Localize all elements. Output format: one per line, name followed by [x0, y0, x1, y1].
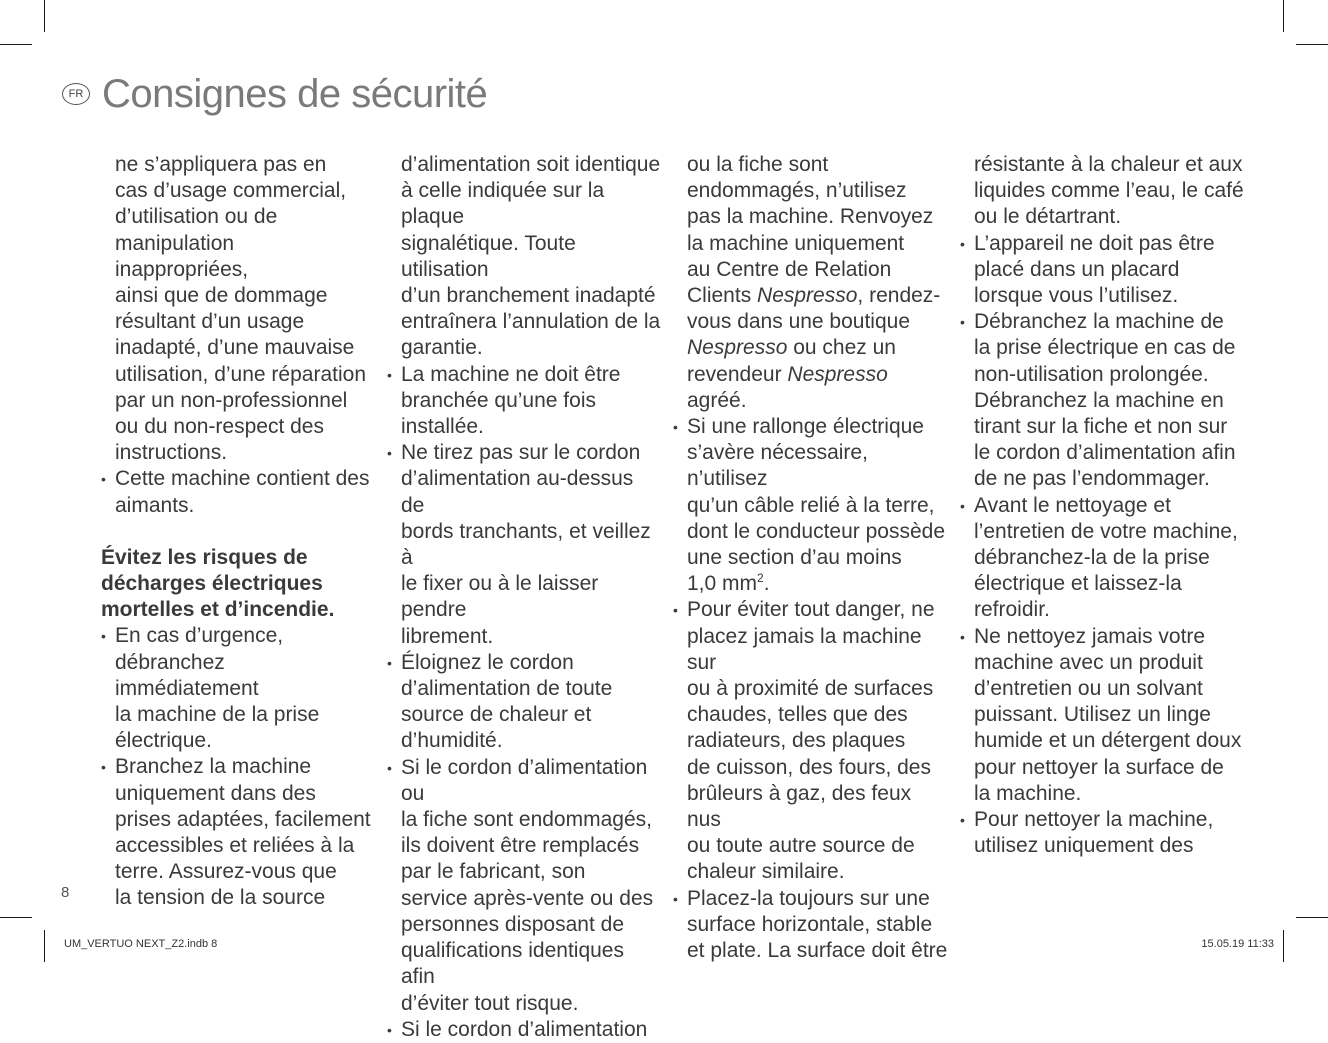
text-line: utilisez uniquement des: [974, 834, 1194, 858]
text-line: • Placez-la toujours sur une: [687, 886, 930, 910]
text-fragment: , rendez-: [857, 284, 941, 308]
language-badge: FR: [62, 83, 90, 105]
text-line: la machine.: [974, 781, 1082, 805]
section-heading: [101, 545, 371, 624]
continued-paragraph: [960, 152, 1245, 231]
text-line: [687, 335, 948, 361]
brand-name: Nespresso: [787, 362, 888, 386]
text-line: de cuisson, des fours, des: [687, 755, 931, 779]
text-line: la machine uniquement: [687, 231, 905, 255]
text-line: et plate. La surface doit être: [687, 939, 948, 963]
continued-paragraph: [673, 152, 948, 414]
text-line: librement.: [401, 624, 494, 648]
page-title: Consignes de sécurité: [102, 72, 488, 116]
text-line: résistante à la chaleur et aux: [974, 153, 1243, 176]
text-line: • Ne nettoyez jamais votre: [974, 624, 1206, 648]
text-line: tirant sur la fiche et non sur: [974, 415, 1228, 439]
text-line: terre. Assurez-vous que: [115, 860, 337, 884]
text-line: qu’un câble relié à la terre,: [687, 493, 935, 517]
text-line: humide et un détergent doux: [974, 729, 1242, 753]
text-line: • Si une rallonge électrique: [687, 415, 924, 439]
page-number: 8: [61, 884, 70, 901]
text-line: radiateurs, des plaques: [687, 729, 906, 753]
file-slug: UM_VERTUO NEXT_Z2.indb 8: [64, 938, 218, 950]
text-line: pas la machine. Renvoyez: [687, 205, 934, 229]
text-fragment: agréé.: [687, 388, 747, 412]
text-line: instructions.: [115, 441, 228, 465]
bullet-item: [387, 755, 662, 1017]
text-line: Débranchez la machine en: [974, 388, 1224, 412]
text-line: d’alimentation de toute: [401, 677, 613, 701]
text-line: refroidir.: [974, 598, 1050, 622]
text-line: qualifications identiques afin: [401, 939, 624, 989]
text-line: endommagés, n’utilisez: [687, 179, 907, 203]
text-line: ainsi que de dommage: [115, 284, 328, 308]
text-line: entraînera l’annulation de la: [401, 310, 661, 334]
bullet-item: [960, 624, 1245, 807]
brand-name: Nespresso: [687, 336, 788, 360]
text-line: branchée qu’une fois: [401, 388, 596, 412]
crop-mark: [1296, 917, 1328, 918]
text-line: l’entretien de votre machine,: [974, 519, 1238, 543]
text-line: d’un branchement inadapté: [401, 284, 656, 308]
text-line: ou à proximité de surfaces: [687, 677, 934, 701]
text-line: • La machine ne doit être: [401, 362, 621, 386]
bullet-item: [960, 309, 1245, 492]
text-line: surface horizontale, stable: [687, 912, 933, 936]
text-line: au Centre de Relation: [687, 257, 892, 281]
text-line: • En cas d’urgence,: [115, 624, 284, 648]
text-line: signalétique. Toute utilisation: [401, 231, 576, 281]
text-line: la prise électrique en cas de: [974, 336, 1236, 360]
text-line: bords tranchants, et veillez à: [401, 519, 651, 570]
brand-name: Nespresso: [757, 284, 858, 308]
text-line: chaleur similaire.: [687, 860, 845, 884]
crop-mark: [0, 44, 32, 45]
text-line: la tension de la source: [115, 886, 326, 910]
text-line: d’utilisation ou de: [115, 205, 278, 229]
continued-paragraph: [101, 152, 371, 466]
text-line: d’humidité.: [401, 729, 503, 753]
text-fragment: .: [763, 572, 770, 596]
text-line: d’entretien ou un solvant: [974, 677, 1203, 701]
text-line: manipulation inappropriées,: [115, 231, 249, 281]
text-line: puissant. Utilisez un linge: [974, 703, 1211, 727]
text-line: [687, 283, 948, 309]
text-line: ils doivent être remplacés: [401, 834, 640, 858]
print-timestamp: 15.05.19 11:33: [1201, 938, 1274, 950]
text-line: aimants.: [115, 493, 195, 517]
text-line: dont le conducteur possède: [687, 519, 946, 543]
text-line: débranchez immédiatement: [115, 650, 259, 700]
text-line: • Avant le nettoyage et: [974, 493, 1171, 517]
bullet-item: [673, 886, 948, 965]
text-line: une section d’au moins: [687, 546, 902, 570]
text-line: la fiche sont endommagés,: [401, 808, 652, 832]
text-column-3: [673, 152, 948, 964]
text-line: • Ne tirez pas sur le cordon: [401, 441, 641, 465]
text-line: • L’appareil ne doit pas être: [974, 231, 1215, 255]
crop-mark: [1283, 0, 1284, 32]
text-line: brûleurs à gaz, des feux nus: [687, 781, 912, 832]
bullet-item: [387, 440, 662, 650]
text-line: la machine de la prise: [115, 703, 320, 727]
text-line: [687, 362, 948, 414]
bullet-item: [673, 597, 948, 885]
crop-mark: [0, 917, 32, 918]
text-line: le cordon d’alimentation afin: [974, 441, 1236, 465]
text-column-2: [387, 152, 662, 1043]
bullet-item: [101, 623, 371, 754]
text-line: chaudes, telles que des: [687, 703, 908, 727]
crop-mark: [44, 0, 45, 32]
text-line: uniquement dans des: [115, 781, 316, 805]
heading-line: mortelles et d’incendie.: [101, 598, 335, 622]
bullet-item: [387, 362, 662, 441]
text-line: placé dans un placard: [974, 257, 1180, 281]
text-line: • Si le cordon d’alimentation: [401, 1017, 648, 1041]
text-line: installée.: [401, 415, 484, 439]
heading-line: Évitez les risques de: [101, 545, 308, 569]
text-line: ou la fiche sont: [687, 153, 829, 176]
text-line: non-utilisation prolongée.: [974, 362, 1209, 386]
text-column-4: [960, 152, 1245, 859]
text-line: ou du non-respect des: [115, 415, 324, 439]
text-column-1: [101, 152, 371, 912]
bullet-item: [673, 414, 948, 597]
bullet-item: [387, 1017, 662, 1043]
bullet-item: [101, 466, 371, 518]
text-line: inadapté, d’une mauvaise: [115, 336, 355, 360]
bullet-item: [387, 650, 662, 755]
crop-mark: [1296, 44, 1328, 45]
crop-mark: [1283, 930, 1284, 962]
text-line: garantie.: [401, 336, 483, 360]
heading-line: décharges électriques: [101, 572, 323, 596]
text-line: d’alimentation soit identique: [401, 153, 661, 176]
bullet-item: [960, 493, 1245, 624]
text-line: ou le détartrant.: [974, 205, 1122, 229]
text-line: pour nettoyer la surface de: [974, 755, 1224, 779]
text-line: source de chaleur et: [401, 703, 592, 727]
text-line: ou toute autre source de: [687, 834, 915, 858]
text-line: par un non-professionnel: [115, 388, 348, 412]
text-line: par le fabricant, son: [401, 860, 586, 884]
text-line: • Branchez la machine: [115, 755, 312, 779]
text-line: ne s’appliquera pas en: [115, 153, 327, 176]
bullet-item: [960, 231, 1245, 310]
crop-mark: [44, 930, 45, 962]
text-line: • Éloignez le cordon: [401, 650, 574, 674]
continued-paragraph: [387, 152, 662, 362]
bullet-item: [101, 754, 371, 911]
text-line: à celle indiquée sur la plaque: [401, 179, 605, 229]
text-line: s’avère nécessaire, n’utilisez: [687, 441, 868, 491]
text-line: de ne pas l’endommager.: [974, 467, 1210, 491]
text-line: • Si le cordon d’alimentation ou: [401, 755, 648, 805]
text-line: d’alimentation au-dessus de: [401, 467, 634, 517]
text-line: utilisation, d’une réparation: [115, 362, 366, 386]
text-line: lorsque vous l’utilisez.: [974, 284, 1179, 308]
text-line: accessibles et reliées à la: [115, 834, 355, 858]
text-line: • Cette machine contient des: [115, 467, 370, 491]
unit-exponent: 2: [757, 571, 764, 586]
text-fragment: Clients: [687, 284, 758, 308]
text-line: [687, 571, 948, 597]
text-line: d’éviter tout risque.: [401, 991, 579, 1015]
text-line: • Débranchez la machine de: [974, 310, 1224, 334]
text-line: • Pour nettoyer la machine,: [974, 808, 1214, 832]
text-line: liquides comme l’eau, le café: [974, 179, 1244, 203]
text-line: service après-vente ou des: [401, 886, 654, 910]
text-fragment: revendeur: [687, 362, 788, 386]
text-line: électrique.: [115, 729, 212, 753]
text-line: le fixer ou à le laisser pendre: [401, 572, 599, 622]
section-value: 1,0 mm: [687, 572, 758, 596]
bullet-item: [960, 807, 1245, 859]
text-line: électrique et laissez-la: [974, 572, 1182, 596]
text-line: cas d’usage commercial,: [115, 179, 347, 203]
text-line: résultant d’un usage: [115, 310, 305, 334]
text-line: • Pour éviter tout danger, ne: [687, 598, 935, 622]
text-line: débranchez-la de la prise: [974, 546, 1210, 570]
text-line: prises adaptées, facilement: [115, 807, 371, 831]
text-fragment: ou chez un: [787, 336, 896, 360]
text-line: vous dans une boutique: [687, 310, 911, 334]
text-line: machine avec un produit: [974, 650, 1203, 674]
text-line: placez jamais la machine sur: [687, 624, 922, 674]
text-line: personnes disposant de: [401, 912, 624, 936]
